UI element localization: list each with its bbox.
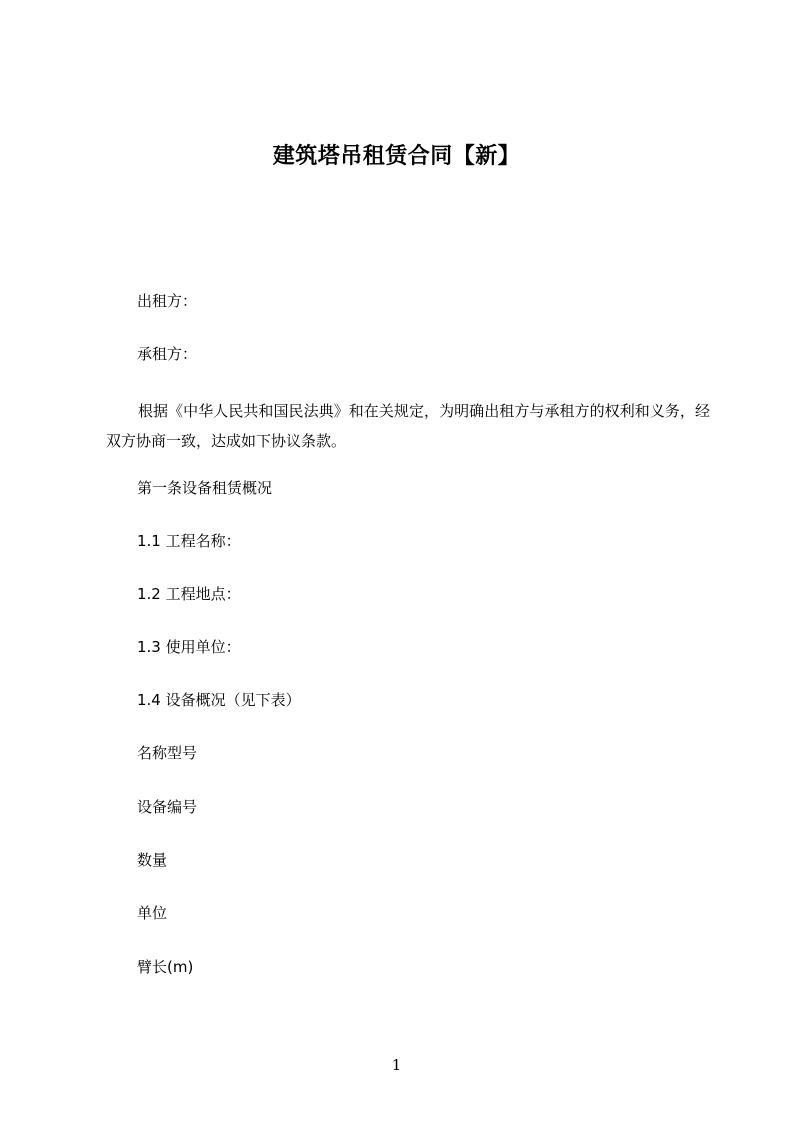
table-field-equipment-number: 设备编号 bbox=[137, 798, 198, 816]
item-1-3-user-unit: 1.3 使用单位： bbox=[137, 638, 241, 656]
table-field-quantity: 数量 bbox=[137, 851, 168, 869]
table-field-model: 名称型号 bbox=[137, 744, 198, 762]
lessee-label: 承租方： bbox=[137, 345, 198, 363]
item-1-1-project-name: 1.1 工程名称： bbox=[137, 532, 241, 550]
page-number: 1 bbox=[391, 1056, 402, 1074]
item-1-4-equipment-overview: 1.4 设备概况（见下表） bbox=[137, 691, 301, 709]
article-1-heading: 第一条设备租赁概况 bbox=[137, 479, 273, 497]
table-field-boom-length: 臂长(m) bbox=[137, 958, 194, 976]
item-1-2-project-location: 1.2 工程地点： bbox=[137, 585, 241, 603]
document-title: 建筑塔吊租赁合同【新】 bbox=[272, 144, 521, 169]
lessor-label: 出租方： bbox=[137, 292, 198, 310]
intro-paragraph: 根据《中华人民共和国民法典》和在关规定，为明确出租方与承租方的权利和义务，经双方协商一致，达成如下协议条款。 bbox=[106, 402, 710, 450]
table-field-unit: 单位 bbox=[137, 904, 168, 922]
